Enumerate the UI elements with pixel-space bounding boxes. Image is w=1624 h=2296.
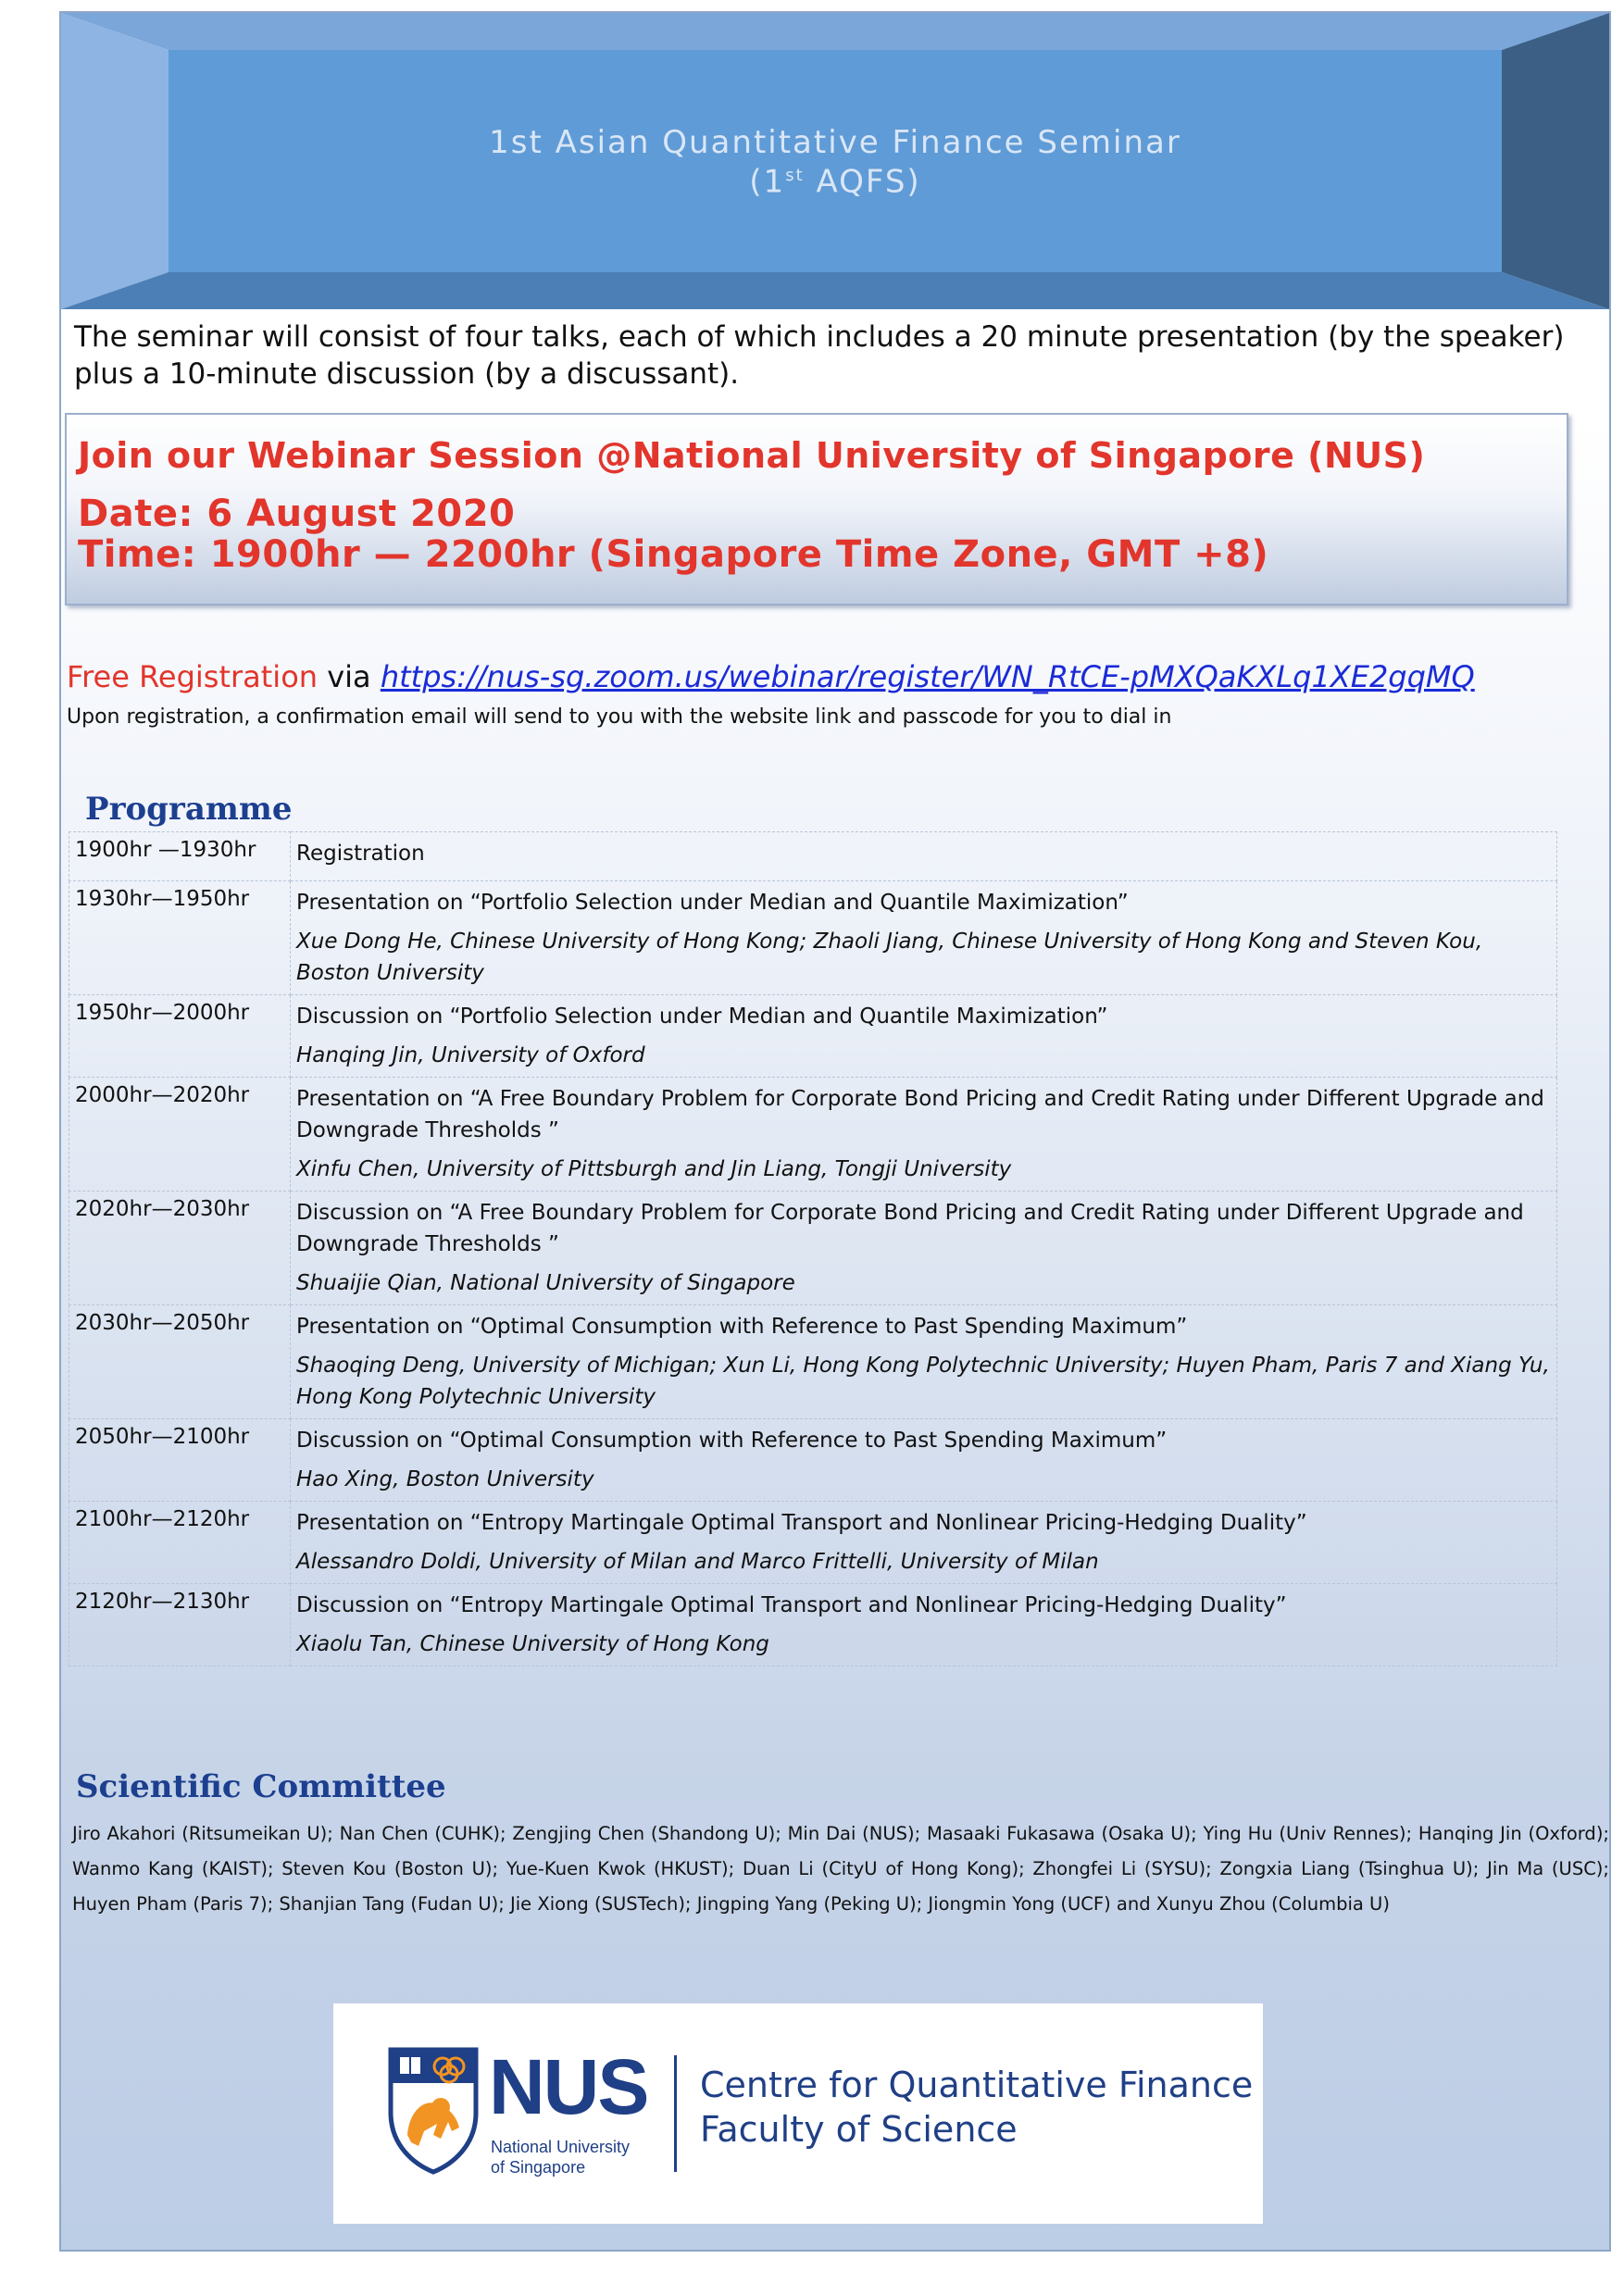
abbrev-open: (1	[749, 163, 786, 201]
programme-row	[69, 1192, 1557, 1305]
logo-divider	[674, 2055, 677, 2172]
programme-description	[291, 995, 1557, 1078]
talk-title: Discussion on “Optimal Consumption with Reference to Past Spending Maximum”	[296, 1429, 1168, 1453]
webinar-time: Time: 1900hr — 2200hr (Singapore Time Zone, GMT +8)	[78, 533, 1269, 576]
intro-text: The seminar will consist of four talks, each of which includes a 20 minute presentation (by the speaker) plus a 10-minute discussion (by a discussant).	[74, 320, 1565, 391]
programme-table	[69, 831, 1557, 1666]
programme-time: 2030hr—2050hr	[69, 1305, 291, 1419]
programme-time: 2020hr—2030hr	[69, 1192, 291, 1305]
talk-title: Discussion on “A Free Boundary Problem for Corporate Bond Pricing and Credit Rating under Different Upgrade and Downgrade Thresholds ”	[296, 1201, 1524, 1256]
registration-line	[67, 659, 1475, 694]
nus-acronym: NUS	[489, 2043, 648, 2130]
programme-row	[69, 1305, 1557, 1419]
programme-description	[291, 1419, 1557, 1502]
talk-speakers: Xiaolu Tan, Chinese University of Hong Kong	[296, 1632, 769, 1656]
nus-name-line2: of Singapore	[491, 2158, 586, 2177]
title-banner	[61, 13, 1609, 309]
seminar-title-line: 1st Asian Quantitative Finance Seminar	[489, 124, 1181, 161]
centre-line1: Centre for Quantitative Finance	[700, 2065, 1254, 2105]
nus-full-name	[491, 2137, 630, 2177]
programme-time: 2120hr—2130hr	[69, 1584, 291, 1666]
programme-time: 2000hr—2020hr	[69, 1078, 291, 1192]
programme-time: 2050hr—2100hr	[69, 1419, 291, 1502]
programme-description	[291, 832, 1557, 881]
talk-title: Presentation on “Entropy Martingale Optimal Transport and Nonlinear Pricing-Hedging Duality”	[296, 1511, 1307, 1535]
programme-row	[69, 1078, 1557, 1192]
registration-note: Upon registration, a confirmation email will send to you with the website link and passcode for you to dial in	[67, 705, 1172, 729]
programme-description	[291, 1305, 1557, 1419]
programme-heading: Programme	[85, 791, 293, 828]
nus-logo-box	[333, 2003, 1263, 2224]
programme-description	[291, 1584, 1557, 1666]
programme-time: 1930hr—1950hr	[69, 881, 291, 995]
talk-title: Discussion on “Portfolio Selection under Median and Quantile Maximization”	[296, 1004, 1108, 1029]
nus-name-line1: National University	[491, 2138, 631, 2156]
programme-row	[69, 1419, 1557, 1502]
registration-via: via	[327, 659, 371, 694]
programme-description	[291, 1078, 1557, 1192]
webinar-date: Date: 6 August 2020	[78, 493, 516, 535]
talk-title: Presentation on “A Free Boundary Problem for Corporate Bond Pricing and Credit Rating under Different Upgrade and Downgrade Thresholds ”	[296, 1087, 1544, 1142]
programme-row	[69, 1584, 1557, 1666]
programme-row	[69, 881, 1557, 995]
registration-link[interactable]: https://nus-sg.zoom.us/webinar/register/WN_RtCE-pMXQaKXLq1XE2gqMQ	[380, 659, 1475, 694]
talk-title: Presentation on “Optimal Consumption with Reference to Past Spending Maximum”	[296, 1315, 1188, 1339]
programme-row	[69, 1502, 1557, 1584]
talk-speakers: Xue Dong He, Chinese University of Hong Kong; Zhaoli Jiang, Chinese University of Hong Kong and Steven Kou, Boston University	[296, 930, 1483, 985]
talk-speakers: Shuaijie Qian, National University of Singapore	[296, 1271, 795, 1295]
programme-row	[69, 995, 1557, 1078]
programme-description	[291, 1502, 1557, 1584]
nus-crest-icon	[387, 2046, 480, 2176]
talk-title: Presentation on “Portfolio Selection under Median and Quantile Maximization”	[296, 891, 1129, 915]
programme-time: 1950hr—2000hr	[69, 995, 291, 1078]
programme-description	[291, 1192, 1557, 1305]
centre-line2: Faculty of Science	[700, 2109, 1018, 2150]
webinar-info-box	[65, 413, 1568, 605]
talk-speakers: Hao Xing, Boston University	[296, 1467, 594, 1491]
programme-row	[69, 832, 1557, 881]
talk-speakers: Hanqing Jin, University of Oxford	[296, 1043, 645, 1067]
committee-heading: Scientific Committee	[76, 1768, 446, 1805]
seminar-abbrev	[172, 159, 1498, 201]
poster-frame	[59, 11, 1611, 2252]
committee-members: Jiro Akahori (Ritsumeikan U); Nan Chen (CUHK); Zengjing Chen (Shandong U); Min Dai (NUS); Masaaki Fukasawa (Osaka U); Ying Hu (Univ Rennes); Hanqing Jin (Oxford); Wanmo Kang (KAIST); Steven Kou (Boston U); Yue-Kuen Kwok (HKUST); Duan Li (CityU of Hong Kong); Zhongfei Li (SYSU); Zongxia Liang (Tsinghua U); Jin Ma (USC); Huyen Pham (Paris 7); Shanjian Tang (Fudan U); Jie Xiong (SUSTech); Jingping Yang (Peking U); Jiongmin Yong (UCF) and Xunyu Zhou (Columbia U)	[72, 1823, 1609, 1915]
talk-title: Discussion on “Entropy Martingale Optimal Transport and Nonlinear Pricing-Hedging Duality”	[296, 1593, 1287, 1617]
programme-time: 2100hr—2120hr	[69, 1502, 291, 1584]
talk-speakers: Xinfu Chen, University of Pittsburgh and Jin Liang, Tongji University	[296, 1157, 1012, 1181]
talk-speakers: Alessandro Doldi, University of Milan and Marco Frittelli, University of Milan	[296, 1550, 1099, 1574]
centre-name	[700, 2063, 1253, 2152]
programme-time: 1900hr —1930hr	[69, 832, 291, 881]
programme-description	[291, 881, 1557, 995]
free-registration-label: Free Registration	[67, 659, 319, 694]
talk-speakers: Shaoqing Deng, University of Michigan; Xun Li, Hong Kong Polytechnic University; Huyen Pham, Paris 7 and Xiang Yu, Hong Kong Polytechnic University	[296, 1354, 1550, 1409]
talk-title: Registration	[296, 842, 425, 866]
abbrev-close: AQFS)	[804, 163, 921, 201]
seminar-title	[172, 124, 1498, 201]
abbrev-sup: st	[785, 166, 805, 185]
webinar-session-line: Join our Webinar Session @National University of Singapore (NUS)	[78, 435, 1426, 476]
